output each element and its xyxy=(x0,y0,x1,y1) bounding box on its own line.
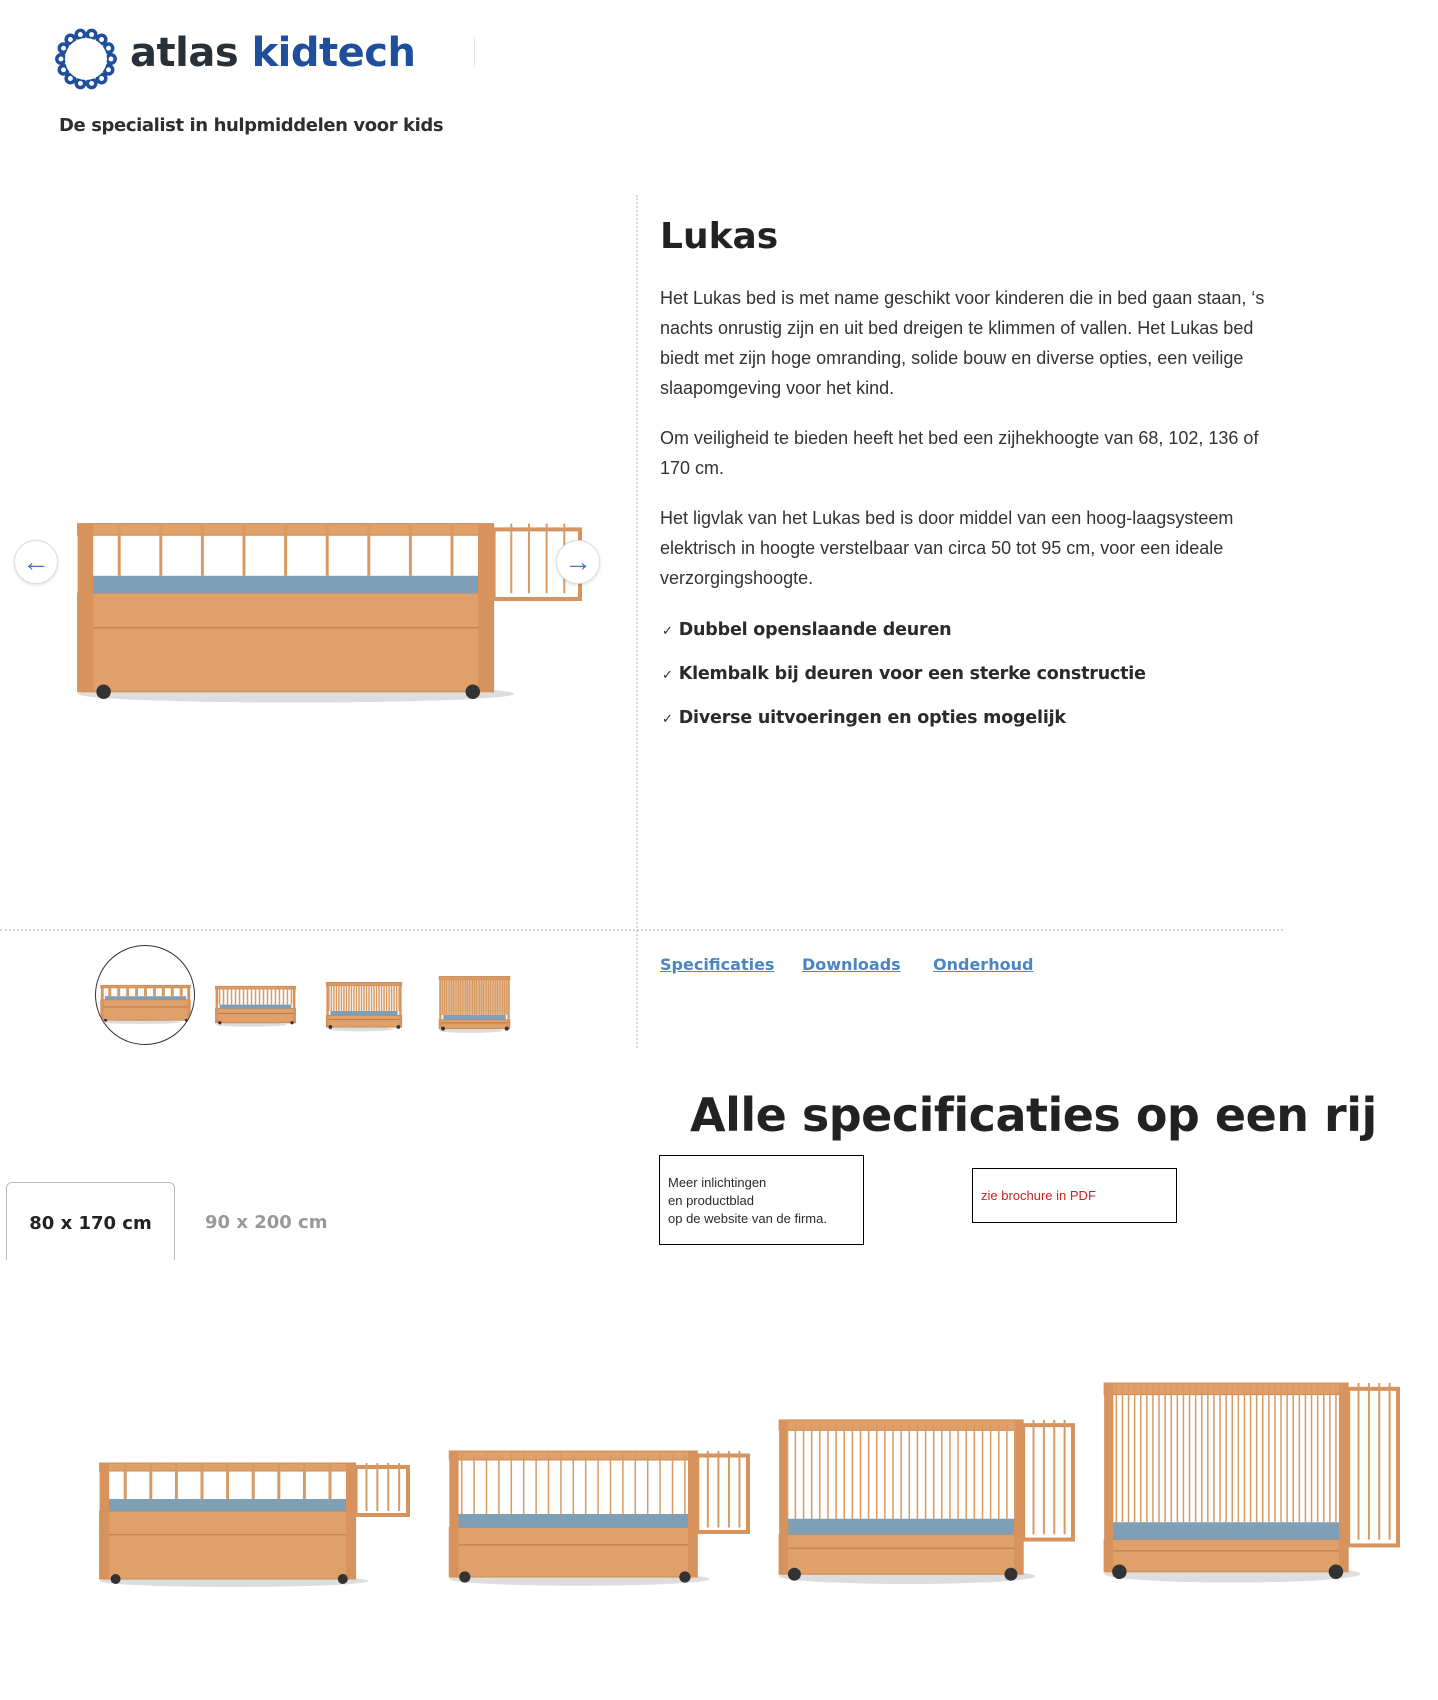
thumbnail-4[interactable] xyxy=(424,945,524,1045)
thumbnail-1[interactable] xyxy=(95,945,195,1045)
variant-68 xyxy=(90,1395,410,1600)
info-line: op de website van de firma. xyxy=(668,1211,827,1226)
description-paragraph: Het Lukas bed is met name geschikt voor kinderen die in bed gaan staan, ‘s nachts onrustig zijn en uit bed dreigen te klimmen of vallen. Het Lukas bed biedt met zijn hoge omranding, solide bouw en diverse opties, een veilige slaapomgeving voor het kind. xyxy=(660,288,1265,398)
variant-136 xyxy=(770,1335,1075,1600)
variant-102 xyxy=(440,1370,750,1600)
bed-image xyxy=(1095,1305,1400,1595)
bed-image xyxy=(90,1395,410,1595)
feature-label: Klembalk bij deuren voor een sterke constructie xyxy=(678,664,1146,684)
bed-thumbnail xyxy=(437,955,512,1035)
product-title: Lukas xyxy=(660,216,779,257)
bed-thumbnail xyxy=(213,963,298,1028)
horizontal-divider xyxy=(0,929,1283,931)
link-specificaties[interactable]: Specificaties xyxy=(660,955,775,974)
link-downloads[interactable]: Downloads xyxy=(802,955,901,974)
specs-title: Alle specificaties op een rij xyxy=(690,1088,1377,1142)
header-divider xyxy=(474,38,475,66)
arrow-left-icon: ← xyxy=(22,546,50,577)
gallery-next-button[interactable] xyxy=(556,540,600,584)
logo-flower-icon xyxy=(55,28,117,90)
bed-thumbnail xyxy=(324,958,404,1033)
pdf-brochure-link[interactable]: zie brochure in PDF xyxy=(981,1188,1096,1203)
check-icon: ✓ xyxy=(662,712,673,727)
info-line: en productblad xyxy=(668,1193,755,1208)
logo[interactable] xyxy=(55,28,117,95)
vertical-divider xyxy=(636,195,638,1048)
feature-item xyxy=(662,708,1146,752)
description-paragraph: Om veiligheid te bieden heeft het bed een zijhekhoogte van 68, 102, 136 of 170 cm. xyxy=(660,428,1259,478)
feature-label: Dubbel openslaande deuren xyxy=(678,620,952,640)
bed-thumbnail xyxy=(98,965,193,1025)
variant-170 xyxy=(1095,1305,1400,1600)
arrow-right-icon: → xyxy=(564,546,592,577)
thumbnail-3[interactable] xyxy=(314,945,414,1045)
main-product-image xyxy=(62,425,582,715)
tagline: De specialist in hulpmiddelen voor kids xyxy=(59,115,444,136)
check-icon: ✓ xyxy=(662,668,673,683)
description-paragraph: Het ligvlak van het Lukas bed is door middel van een hoog-laagsysteem elektrisch in hoogte verstelbaar van circa 50 tot 95 cm, voor een ideale verzorgingshoogte. xyxy=(660,508,1234,588)
logo-word-kidtech: kidtech xyxy=(251,30,416,76)
gallery-prev-button[interactable] xyxy=(14,540,58,584)
bed-image xyxy=(62,425,582,715)
feature-label: Diverse uitvoeringen en opties mogelijk xyxy=(678,708,1066,728)
bed-image xyxy=(770,1335,1075,1595)
logo-wordmark[interactable] xyxy=(130,30,415,76)
tab-90x200[interactable]: 90 x 200 cm xyxy=(205,1212,328,1233)
feature-item xyxy=(662,620,1146,664)
product-description xyxy=(660,283,1270,613)
info-line: Meer inlichtingen xyxy=(668,1175,767,1190)
pdf-brochure-box[interactable] xyxy=(972,1168,1177,1223)
thumbnail-2[interactable] xyxy=(205,945,305,1045)
logo-word-atlas: atlas xyxy=(130,30,239,76)
feature-item xyxy=(662,664,1146,708)
info-box xyxy=(659,1155,864,1245)
bed-image xyxy=(440,1370,750,1595)
feature-list xyxy=(662,620,1146,752)
tab-80x170[interactable]: 80 x 170 cm xyxy=(6,1182,175,1260)
link-onderhoud[interactable]: Onderhoud xyxy=(933,955,1034,974)
check-icon: ✓ xyxy=(662,624,673,639)
